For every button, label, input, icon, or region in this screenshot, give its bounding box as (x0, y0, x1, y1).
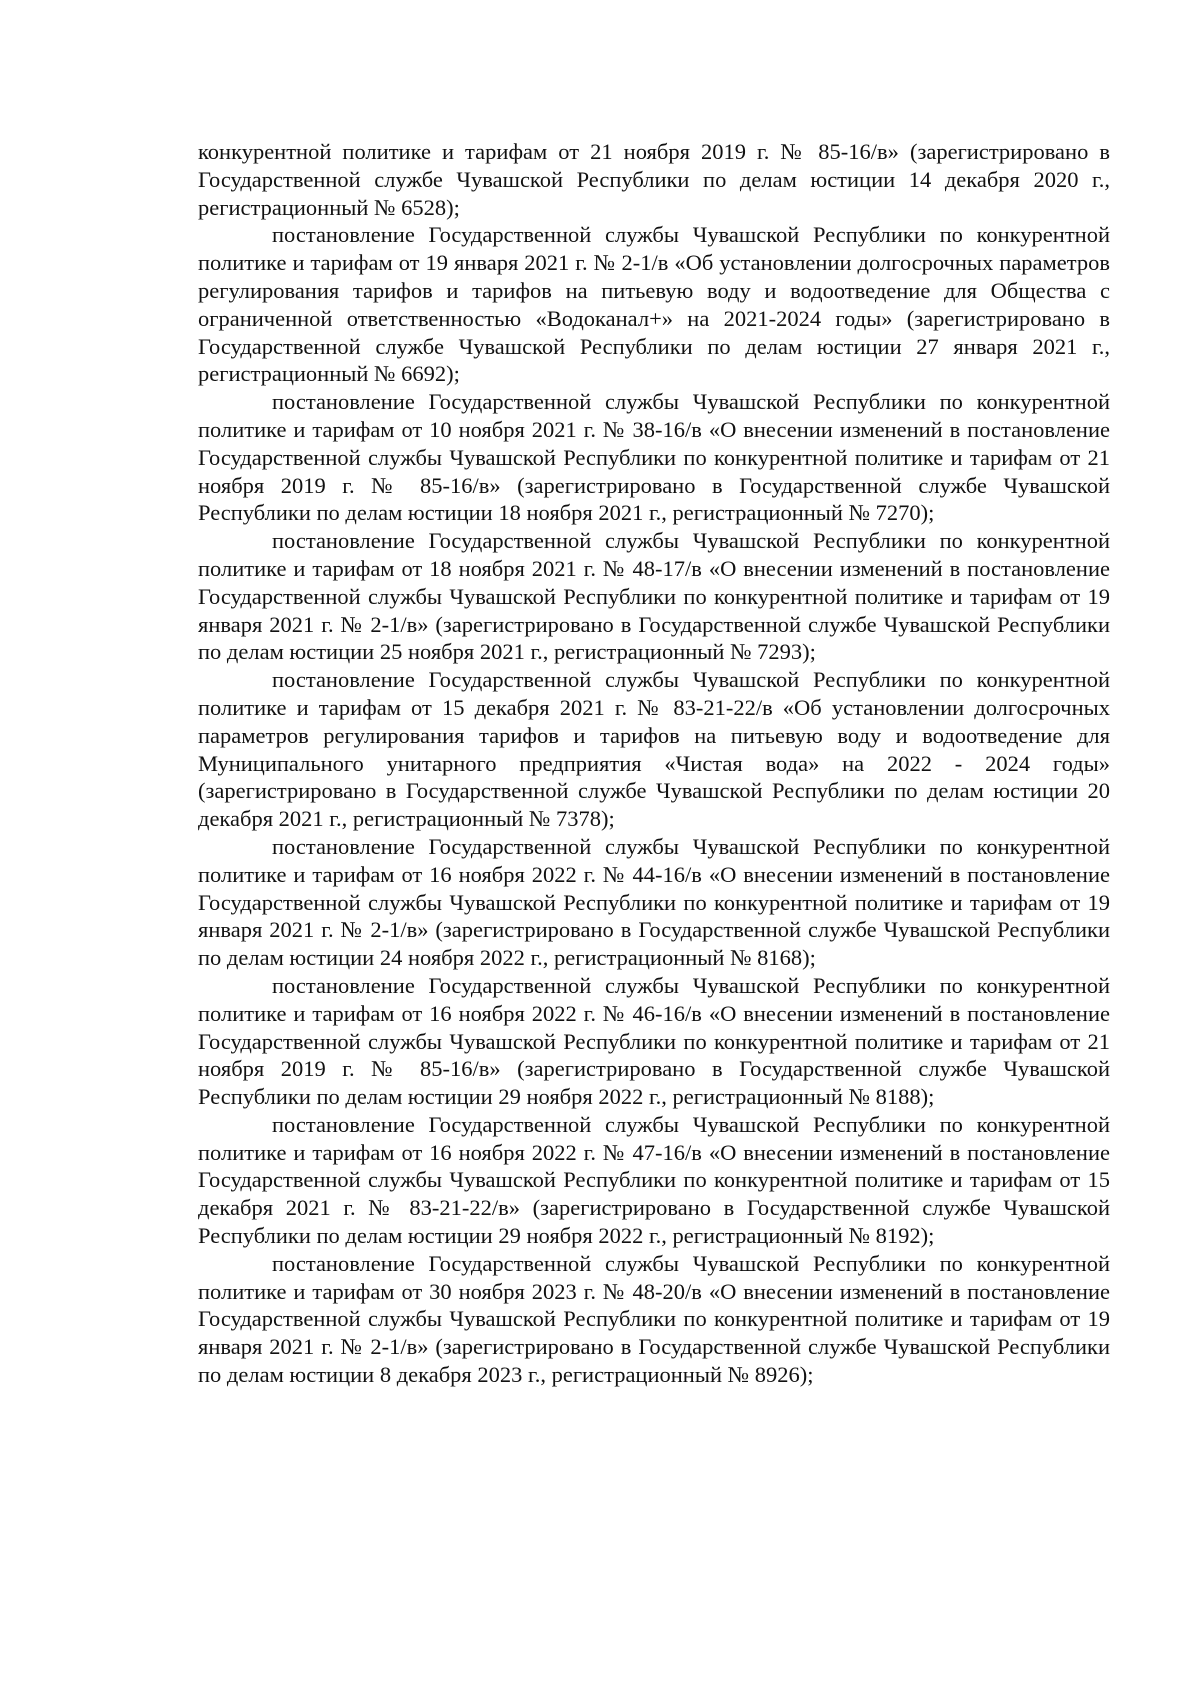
paragraph-resolution-2-1: постановление Государственной службы Чувашской Республики по конкурентной политике и тарифам от 19 января 2021 г. № 2-1/в «Об установлении долгосрочных параметров регулирования тарифов и тарифов на питьевую воду и водоотведение для Общества с ограниченной ответственностью «Водоканал+» на 2021-2024 годы» (зарегистрировано в Государственной службе Чувашской Республики по делам юстиции 27 января 2021 г., регистрационный № 6692); (198, 222, 1110, 387)
paragraph-resolution-48-17: постановление Государственной службы Чувашской Республики по конкурентной политике и тарифам от 18 ноября 2021 г. № 48-17/в «О внесении изменений в постановление Государственной службы Чувашской Республики по конкурентной политике и тарифам от 19 января 2021 г. № 2-1/в» (зарегистрировано в Государственной службе Чувашской Республики по делам юстиции 25 ноября 2021 г., регистрационный № 7293); (198, 528, 1110, 665)
paragraph-resolution-46-16: постановление Государственной службы Чувашской Республики по конкурентной политике и тарифам от 16 ноября 2022 г. № 46-16/в «О внесении изменений в постановление Государственной службы Чувашской Республики по конкурентной политике и тарифам от 21 ноября 2019 г. № 85-16/в» (зарегистрировано в Государственной службе Чувашской Республики по делам юстиции 29 ноября 2022 г., регистрационный № 8188); (198, 972, 1110, 1110)
document-page (198, 138, 1110, 1389)
paragraph-resolution-38-16: постановление Государственной службы Чувашской Республики по конкурентной политике и тарифам от 10 ноября 2021 г. № 38-16/в «О внесении изменений в постановление Государственной службы Чувашской Республики по конкурентной политике и тарифам от 21 ноября 2019 г. № 85-16/в» (зарегистрировано в Государственной службе Чувашской Республики по делам юстиции 18 ноября 2021 г., регистрационный № 7270); (198, 389, 1110, 526)
paragraph-resolution-44-16: постановление Государственной службы Чувашской Республики по конкурентной политике и тарифам от 16 ноября 2022 г. № 44-16/в «О внесении изменений в постановление Государственной службы Чувашской Республики по конкурентной политике и тарифам от 19 января 2021 г. № 2-1/в» (зарегистрировано в Государственной службе Чувашской Республики по делам юстиции 24 ноября 2022 г., регистрационный № 8168); (198, 833, 1110, 971)
paragraph-resolution-83-21-22: постановление Государственной службы Чувашской Республики по конкурентной политике и тарифам от 15 декабря 2021 г. № 83-21-22/в «Об установлении долгосрочных параметров регулирования тарифов и тарифов на питьевую воду и водоотведение для Муниципального унитарного предприятия «Чистая вода» на 2022 - 2024 годы» (зарегистрировано в Государственной службе Чувашской Республики по делам юстиции 20 декабря 2021 г., регистрационный № 7378); (198, 667, 1110, 832)
paragraph-continuation: конкурентной политике и тарифам от 21 ноября 2019 г. № 85-16/в» (зарегистрировано в Государственной службе Чувашской Республики по делам юстиции 14 декабря 2020 г., регистрационный № 6528); (198, 139, 1110, 220)
paragraph-resolution-47-16: постановление Государственной службы Чувашской Республики по конкурентной политике и тарифам от 16 ноября 2022 г. № 47-16/в «О внесении изменений в постановление Государственной службы Чувашской Республики по конкурентной политике и тарифам от 15 декабря 2021 г. № 83-21-22/в» (зарегистрировано в Государственной службе Чувашской Республики по делам юстиции 29 ноября 2022 г., регистрационный № 8192); (198, 1111, 1110, 1249)
paragraph-resolution-48-20: постановление Государственной службы Чувашской Республики по конкурентной политике и тарифам от 30 ноября 2023 г. № 48-20/в «О внесении изменений в постановление Государственной службы Чувашской Республики по конкурентной политике и тарифам от 19 января 2021 г. № 2-1/в» (зарегистрировано в Государственной службе Чувашской Республики по делам юстиции 8 декабря 2023 г., регистрационный № 8926); (198, 1250, 1110, 1388)
